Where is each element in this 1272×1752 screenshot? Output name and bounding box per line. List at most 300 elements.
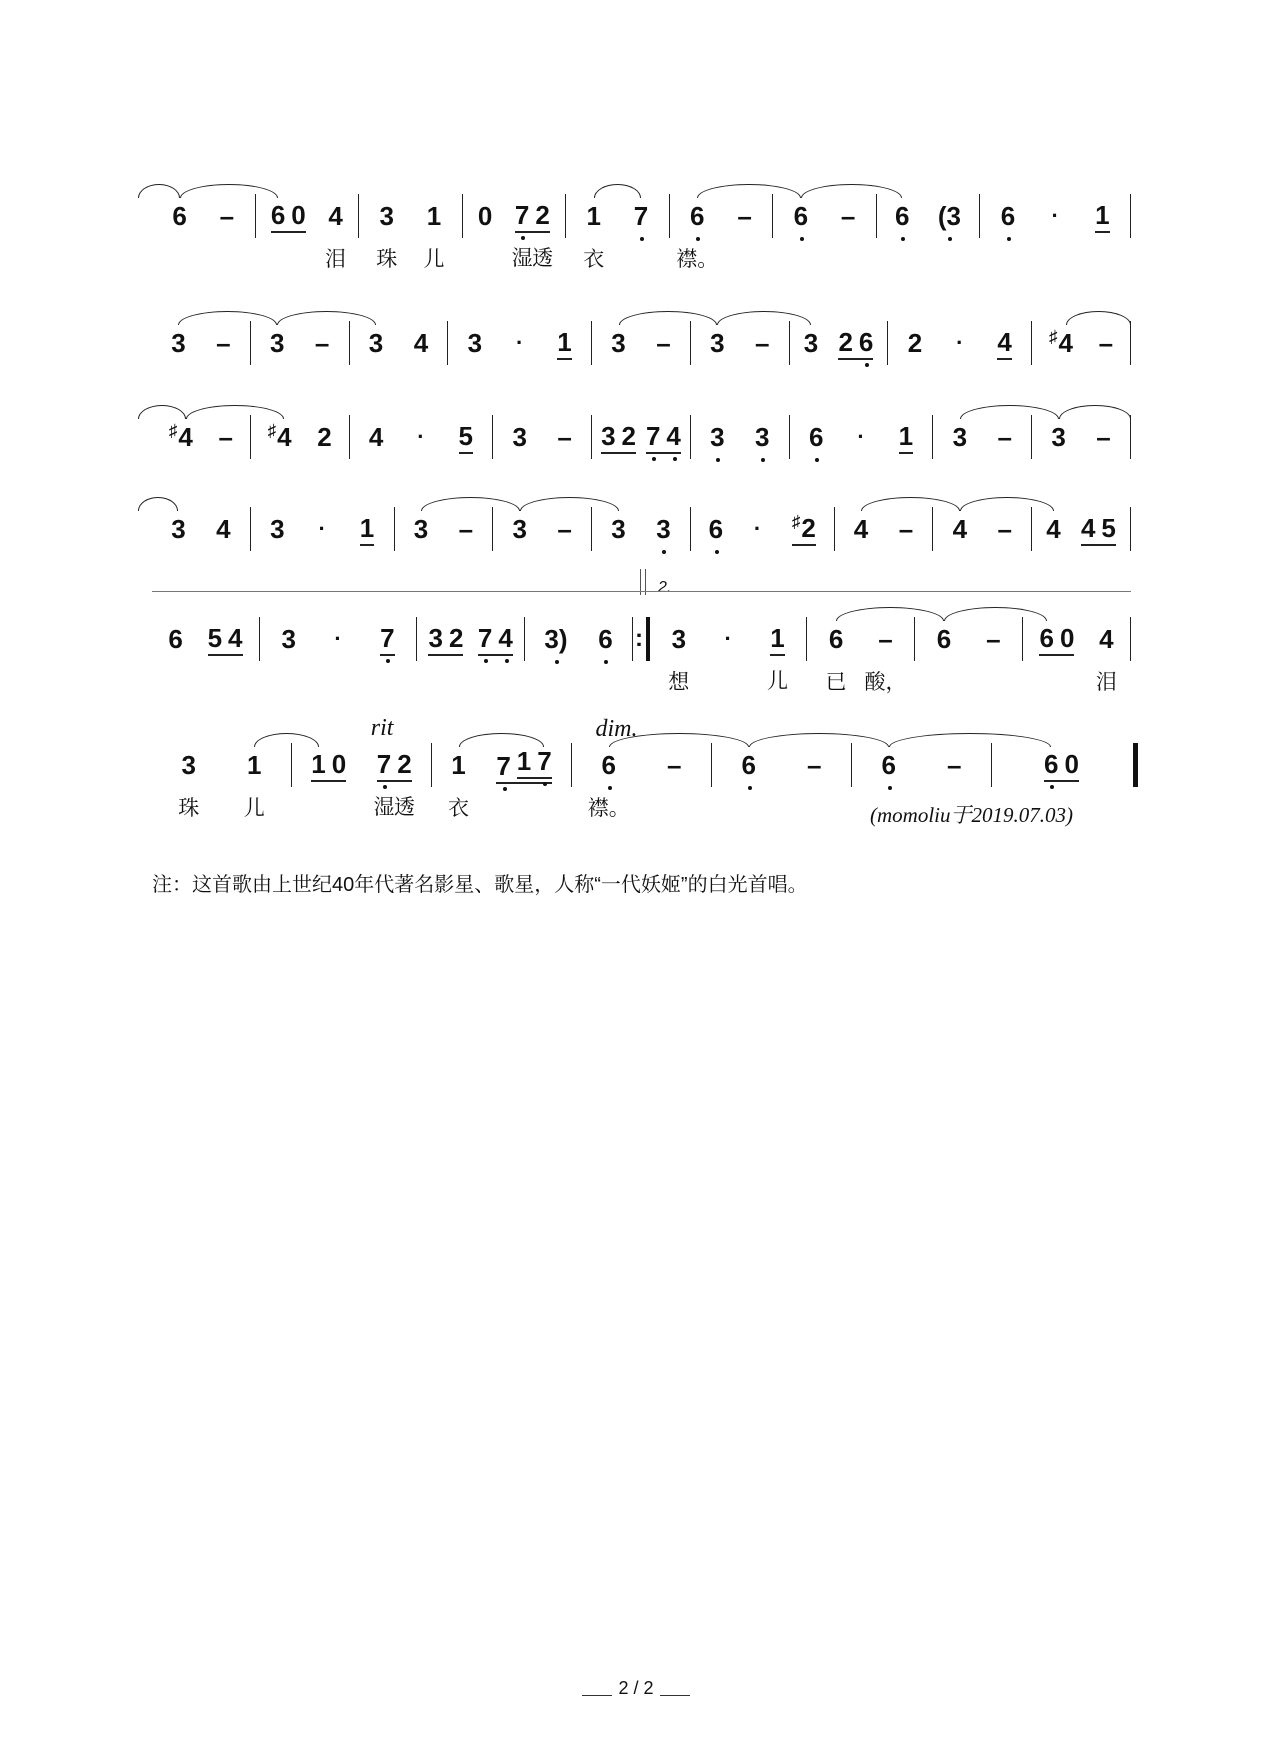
measure	[1032, 507, 1131, 551]
final-barline	[1133, 743, 1138, 787]
lyric: 儿	[243, 797, 265, 820]
measure	[525, 617, 633, 661]
beam-group	[646, 421, 681, 454]
dash-sustain	[216, 328, 230, 358]
measure	[807, 617, 915, 694]
note-digit: 1	[586, 201, 601, 231]
note-digit: –	[737, 201, 752, 231]
note	[809, 422, 823, 452]
note-digit: 3	[611, 514, 626, 544]
note-digit: 6	[690, 201, 705, 231]
dash-sustain	[220, 201, 234, 231]
measure	[152, 507, 251, 551]
low-octave-dot	[948, 237, 952, 241]
note-digit: 3	[710, 328, 725, 358]
note	[1095, 624, 1117, 694]
note-digit: 1	[311, 748, 326, 779]
measure	[251, 415, 350, 459]
note-digit: 3	[467, 328, 483, 358]
lyric: 已	[825, 671, 847, 694]
note-digit: 0	[477, 201, 493, 231]
note	[710, 422, 724, 452]
note	[449, 623, 463, 653]
dash-sustain	[899, 514, 913, 544]
sharp-icon: ♯	[168, 421, 178, 440]
measure	[835, 507, 934, 551]
note-digit: 4	[952, 514, 968, 544]
score-row	[152, 321, 1131, 365]
note	[370, 714, 395, 819]
measure	[877, 194, 981, 238]
note	[414, 328, 428, 358]
note-digit: 2	[397, 748, 412, 779]
note-digit: 3	[952, 422, 968, 452]
note-digit: 7	[477, 622, 493, 653]
note	[583, 201, 605, 271]
beam-group	[370, 714, 415, 819]
note-digit: 2	[907, 328, 923, 358]
dash-sustain	[218, 422, 232, 452]
note-digit: 5	[1101, 512, 1116, 543]
note-digit: 4	[997, 326, 1012, 357]
note-digit: 2	[448, 622, 464, 653]
lyric: 泪	[325, 248, 347, 271]
note	[537, 746, 551, 776]
note	[428, 623, 442, 653]
note-digit: 7	[514, 199, 530, 230]
paren-close: )	[558, 624, 568, 654]
note	[498, 623, 512, 653]
footnote: 注：这首歌由上世纪40年代著名影星、歌星，人称“一代妖姬”的白光首唱。	[152, 874, 808, 896]
note-digit: 1	[557, 326, 572, 357]
note	[1001, 201, 1015, 231]
note	[676, 201, 719, 271]
lyric: 湿	[511, 246, 533, 270]
note-digit: 3	[611, 328, 626, 358]
note	[859, 327, 873, 357]
note	[517, 746, 531, 776]
note-digit: 3	[171, 514, 186, 544]
beam-group	[459, 421, 473, 454]
note-digit: ·	[334, 626, 342, 651]
note	[171, 328, 185, 358]
low-octave-dot	[555, 660, 559, 664]
note-digit: 3	[656, 514, 671, 544]
beam-group	[1095, 200, 1109, 233]
note	[513, 422, 527, 452]
measure	[915, 617, 1023, 661]
sharp-icon: ♯	[791, 511, 801, 531]
note-digit: 3	[368, 328, 384, 358]
note-digit: 6	[601, 750, 616, 780]
score-row	[152, 507, 1131, 551]
measure	[992, 743, 1131, 787]
note	[1060, 623, 1074, 653]
measure	[463, 194, 567, 270]
note-digit: 3	[379, 201, 394, 231]
dash-sustain	[1099, 328, 1113, 358]
note-digit: 1	[359, 512, 375, 543]
page-number-rule-left	[582, 1695, 612, 1696]
score-row	[152, 579, 1131, 694]
paren-open: (	[937, 201, 947, 231]
note	[532, 199, 554, 270]
measure	[592, 321, 691, 365]
note-digit: 3	[601, 420, 616, 451]
note-digit: 1	[426, 201, 442, 231]
note	[646, 421, 660, 451]
note	[899, 421, 913, 451]
measure	[790, 321, 889, 365]
beam-group	[208, 623, 243, 656]
note-digit: 5	[458, 420, 473, 451]
note	[169, 422, 193, 452]
note-digit: ·	[753, 516, 762, 541]
note-digit: –	[557, 422, 572, 452]
note-digit: 6	[741, 750, 756, 780]
note	[953, 514, 967, 544]
measure	[417, 617, 525, 661]
note-digit: 6	[598, 624, 613, 654]
measure	[152, 743, 292, 820]
note-digit: 2	[801, 512, 816, 543]
note	[478, 623, 492, 653]
note-digit: 4	[1080, 512, 1096, 543]
note	[1049, 328, 1073, 358]
note	[953, 422, 967, 452]
note	[268, 422, 292, 452]
dash-sustain	[737, 201, 751, 231]
measure	[395, 507, 494, 551]
dash-sustain	[1096, 422, 1110, 452]
note-digit: ·	[516, 330, 524, 355]
dash-sustain	[755, 328, 769, 358]
note-digit: 6	[1000, 201, 1016, 231]
note	[369, 422, 383, 452]
beam-group	[428, 623, 463, 656]
rhythm-dot	[513, 328, 527, 358]
note	[997, 327, 1011, 357]
low-octave-dot	[888, 786, 892, 790]
note	[656, 514, 670, 544]
low-octave-dot	[386, 659, 390, 663]
note-digit: 6	[936, 624, 952, 654]
note-digit: 3	[171, 328, 186, 358]
measure	[448, 321, 592, 365]
note-digit: 4	[216, 514, 231, 544]
note-digit: 2	[621, 420, 636, 451]
note	[1081, 513, 1095, 543]
note	[825, 624, 847, 694]
note	[468, 328, 482, 358]
note-digit: 6	[708, 514, 724, 544]
measure	[256, 194, 360, 271]
beam-group	[899, 421, 913, 454]
note-digit: –	[807, 750, 822, 780]
dash-sustain	[667, 750, 681, 780]
note-digit: ·	[724, 626, 732, 651]
note	[1046, 514, 1060, 544]
note	[622, 421, 636, 451]
beam-group	[517, 746, 552, 779]
note	[666, 421, 680, 451]
note-digit: ·	[417, 424, 425, 449]
dash-sustain	[807, 750, 821, 780]
expression-mark: rit	[370, 714, 394, 741]
note-digit: 1	[451, 750, 466, 780]
note-digit: –	[218, 422, 233, 452]
note-digit: 1	[247, 750, 262, 780]
lyric: 衣	[448, 797, 470, 820]
lyric: 透	[532, 246, 554, 270]
note-digit: 3	[281, 624, 296, 654]
note	[291, 200, 305, 230]
measure	[292, 714, 432, 819]
measure	[592, 415, 691, 459]
measure	[350, 415, 494, 459]
note-digit: –	[997, 422, 1012, 452]
note	[1095, 200, 1109, 230]
expression-mark: dim.	[595, 716, 638, 742]
note-digit: 6	[172, 201, 187, 231]
note	[1039, 623, 1053, 653]
note-digit: 3	[270, 514, 285, 544]
note-digit: 4	[1058, 328, 1073, 358]
note	[513, 514, 527, 544]
beam-group	[478, 623, 513, 656]
note-digit: –	[898, 514, 914, 544]
measure	[650, 579, 807, 694]
low-octave-dot	[715, 550, 719, 554]
note-digit: 1	[1095, 199, 1110, 230]
low-octave-dot	[716, 458, 720, 462]
low-octave-dot	[521, 236, 525, 240]
note-digit: 4	[277, 422, 292, 452]
note-digit: –	[1098, 328, 1114, 358]
note-digit: 6	[1044, 748, 1059, 779]
measure	[1032, 321, 1131, 365]
note	[668, 624, 690, 694]
note-digit: 6	[808, 422, 824, 452]
measure	[572, 716, 712, 820]
lyric: 酸，	[864, 671, 907, 694]
note-digit: 6	[828, 624, 844, 654]
note-digit: –	[997, 514, 1012, 544]
note	[587, 716, 638, 820]
note-digit: ·	[857, 424, 865, 449]
measure	[493, 415, 592, 459]
lyric: 珠	[376, 248, 398, 271]
lyric: 襟。	[587, 797, 630, 820]
volta-label: 2.	[658, 579, 672, 596]
note-digit: 1	[898, 420, 914, 451]
note-digit: 3	[1051, 422, 1066, 452]
note-digit: –	[878, 624, 893, 654]
dash-sustain	[557, 514, 571, 544]
note	[459, 421, 473, 451]
lyric: 泪	[1095, 671, 1117, 694]
dash-sustain	[841, 201, 855, 231]
page-number-rule-right	[660, 1695, 690, 1696]
note	[270, 514, 284, 544]
page-number	[0, 1678, 1272, 1699]
low-octave-dot	[901, 237, 905, 241]
lyric: 襟。	[676, 248, 719, 271]
note-digit: 4	[368, 422, 384, 452]
dash-sustain	[997, 514, 1011, 544]
low-octave-dot	[608, 786, 612, 790]
note-digit: 3	[946, 201, 961, 231]
beam-group	[496, 746, 551, 784]
rhythm-dot	[1048, 201, 1062, 231]
beam-group	[601, 421, 636, 454]
measure	[712, 743, 852, 787]
note	[804, 328, 818, 358]
measure	[1032, 415, 1131, 459]
note-digit: 6	[1039, 622, 1054, 653]
note-digit: –	[557, 514, 572, 544]
note	[360, 513, 374, 543]
note-digit: 6	[881, 750, 896, 780]
note-digit: –	[219, 201, 235, 231]
note	[742, 750, 756, 780]
note-digit: 4	[328, 201, 343, 231]
note-digit: –	[458, 514, 474, 544]
note	[854, 514, 868, 544]
measure	[260, 617, 417, 661]
note-digit: 7	[537, 746, 552, 776]
note-digit: 0	[331, 748, 347, 779]
measure	[359, 194, 463, 271]
note	[393, 748, 415, 819]
note-digit: 4	[498, 622, 513, 653]
score-row	[152, 415, 1131, 459]
note-digit: ·	[956, 330, 964, 355]
note-digit: 0	[1064, 748, 1079, 779]
note-digit: ·	[1051, 203, 1059, 228]
note-digit: 3	[270, 328, 285, 358]
measure	[691, 415, 790, 459]
note	[496, 751, 510, 781]
note	[792, 513, 816, 543]
note	[601, 421, 615, 451]
note	[755, 422, 769, 452]
note	[414, 514, 428, 544]
sharp-icon: ♯	[267, 421, 277, 440]
measure	[251, 507, 395, 551]
measure	[152, 415, 251, 459]
note-digit: –	[947, 750, 962, 780]
measure	[691, 507, 835, 551]
note-digit: 4	[228, 622, 243, 653]
dash-sustain	[986, 624, 1000, 654]
note-digit: 4	[178, 422, 193, 452]
measure	[691, 321, 790, 365]
note	[311, 749, 325, 779]
measure	[933, 415, 1032, 459]
note	[544, 624, 567, 654]
note	[794, 201, 808, 231]
low-octave-dot	[640, 237, 644, 241]
sharp-icon: ♯	[1049, 327, 1058, 346]
lyric: 珠	[178, 797, 200, 820]
beam-group	[767, 622, 789, 693]
note	[611, 514, 625, 544]
note-digit: 4	[413, 328, 429, 358]
low-octave-dot	[800, 237, 804, 241]
note	[938, 201, 961, 231]
note-digit: 1	[516, 746, 532, 776]
low-octave-dot	[383, 785, 387, 789]
rhythm-dot	[315, 514, 329, 544]
note-digit: –	[667, 750, 682, 780]
low-octave-dot	[505, 659, 509, 663]
note-digit: –	[656, 328, 671, 358]
low-octave-dot	[604, 660, 608, 664]
rhythm-dot	[750, 514, 764, 544]
note-digit: ·	[318, 516, 326, 541]
note	[168, 624, 182, 654]
beam-group	[792, 513, 816, 546]
note	[1101, 513, 1115, 543]
rhythm-dot	[721, 624, 735, 654]
beam-group	[380, 623, 394, 656]
low-octave-dot	[503, 787, 507, 791]
note-digit: 3	[413, 514, 429, 544]
measure	[592, 507, 691, 551]
measure	[852, 743, 992, 787]
note-digit: 4	[666, 420, 681, 451]
note-digit: 6	[168, 624, 183, 654]
dash-sustain	[315, 328, 329, 358]
note-digit: 3	[512, 422, 527, 452]
note	[1044, 749, 1058, 779]
beam-group	[997, 327, 1011, 360]
note	[511, 199, 533, 270]
note	[281, 624, 295, 654]
note-digit: 7	[376, 748, 392, 779]
note	[171, 514, 185, 544]
note	[767, 622, 789, 693]
measure	[980, 194, 1131, 238]
note-digit: 7	[645, 420, 661, 451]
note	[908, 328, 922, 358]
rhythm-dot	[953, 328, 967, 358]
note-digit: 7	[496, 751, 511, 781]
beam-group	[271, 200, 306, 233]
note-digit: –	[314, 328, 330, 358]
measure	[888, 321, 1032, 365]
note	[709, 514, 723, 544]
low-octave-dot	[543, 782, 547, 786]
dash-sustain	[864, 624, 907, 694]
note-digit: –	[840, 201, 856, 231]
low-octave-dot	[1050, 785, 1054, 789]
measure	[790, 415, 934, 459]
note	[882, 750, 896, 780]
lyric: 湿	[373, 795, 395, 819]
low-octave-dot	[673, 457, 677, 461]
note-digit: 0	[291, 199, 306, 230]
low-octave-dot	[1007, 237, 1011, 241]
note	[895, 201, 909, 231]
note	[598, 624, 612, 654]
lyric: 儿	[423, 248, 445, 271]
measure	[1023, 617, 1131, 694]
note-digit: 3	[512, 514, 527, 544]
note	[557, 327, 571, 357]
note	[1051, 422, 1065, 452]
